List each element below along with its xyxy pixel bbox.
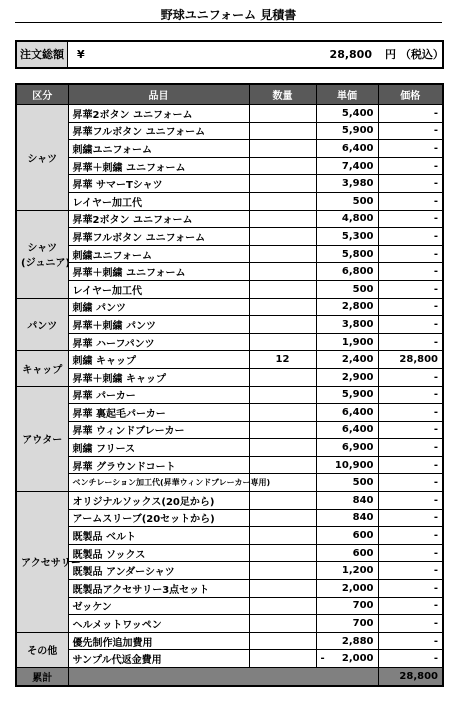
item-name: 既製品アクセサリー3点セット [68,580,249,598]
item-name: ゼッケン [68,597,249,615]
unit-price-cell: 600 [316,527,378,545]
price-cell: - [378,456,443,474]
unit-price-cell: 2,400 [316,351,378,369]
item-name: 既製品 アンダーシャツ [68,562,249,580]
unit-price-cell: 6,400 [316,421,378,439]
table-row [16,316,443,334]
table-row [16,474,443,492]
table-row [16,333,443,351]
quantity-cell[interactable] [249,456,316,474]
table-row [16,597,443,615]
grand-total-label: 累計 [16,668,68,686]
unit-price-cell: 700 [316,615,378,633]
unit-price-cell: 500 [316,474,378,492]
quantity-cell[interactable] [249,298,316,316]
price-cell: - [378,421,443,439]
category-cell [16,632,68,667]
table-row [16,439,443,457]
unit-price-cell: 6,800 [316,263,378,281]
price-cell: - [378,544,443,562]
unit-price-cell: 2,800 [316,298,378,316]
price-cell: - [378,175,443,193]
document-title: 野球ユニフォーム 見積書 [160,8,297,22]
quantity-cell[interactable] [249,404,316,422]
table-row [16,368,443,386]
table-row [16,210,443,228]
category-cell [16,105,68,211]
quantity-cell[interactable] [249,509,316,527]
unit-price-prefix: - [320,653,325,665]
price-cell: - [378,404,443,422]
category-label: シャツ [27,153,58,165]
price-cell: - [378,615,443,633]
unit-price-cell: 2,000 [316,580,378,598]
grand-total-row [16,668,443,686]
header-category: 区分 [16,84,68,105]
price-cell: - [378,245,443,263]
item-name: 刺繍 フリース [68,439,249,457]
item-name: 昇華フルボタン ユニフォーム [68,122,249,140]
quantity-cell[interactable] [249,527,316,545]
unit-price-cell: 5,900 [316,386,378,404]
table-row [16,105,443,123]
quantity-cell[interactable] [249,580,316,598]
category-cell [16,210,68,298]
price-cell: 28,800 [378,351,443,369]
item-name: 昇華 パーカー [68,386,249,404]
quantity-cell[interactable] [249,368,316,386]
table-row [16,228,443,246]
item-name: ベンチレーション加工代(昇華ウィンドブレーカー専用) [68,474,249,492]
category-label: アウター [22,435,63,447]
quantity-cell[interactable] [249,632,316,650]
table-row [16,157,443,175]
table-row [16,280,443,298]
unit-price-cell: 2,880 [316,632,378,650]
price-cell: - [378,597,443,615]
item-name: 昇華＋刺繍 キャップ [68,368,249,386]
item-name: 昇華＋刺繍 パンツ [68,316,249,334]
price-cell: - [378,632,443,650]
item-name: オリジナルソックス(20足から) [68,492,249,510]
quantity-cell[interactable] [249,157,316,175]
price-cell: - [378,368,443,386]
unit-price-cell: 5,800 [316,245,378,263]
quantity-cell[interactable] [249,386,316,404]
item-name: 昇華＋刺繍 ユニフォーム [68,157,249,175]
quantity-cell[interactable] [249,228,316,246]
header-unit-price: 単価 [316,84,378,105]
price-cell: - [378,157,443,175]
table-header-row [16,84,443,105]
header-qty: 数量 [249,84,316,105]
unit-price-cell: 840 [316,492,378,510]
quantity-cell[interactable] [249,263,316,281]
table-row [16,404,443,422]
unit-price-cell: 10,900 [316,456,378,474]
item-name: 昇華 ハーフパンツ [68,333,249,351]
unit-price-cell: 700 [316,597,378,615]
quantity-cell[interactable] [249,245,316,263]
unit-price-cell: 3,800 [316,316,378,334]
quantity-cell[interactable] [249,192,316,210]
item-name: 昇華フルボタン ユニフォーム [68,228,249,246]
price-cell: - [378,298,443,316]
item-name: 優先制作追加費用 [68,632,249,650]
category-label: アクセサリー [21,558,81,570]
unit-price-cell [316,650,378,668]
item-name: 昇華＋刺繍 ユニフォーム [68,263,249,281]
price-cell: - [378,122,443,140]
unit-price-cell: 500 [316,280,378,298]
unit-price-cell: 3,980 [316,175,378,193]
unit-price-cell: 6,400 [316,404,378,422]
estimate-table [15,83,444,687]
item-name: 既製品 ベルト [68,527,249,545]
item-name: レイヤー加工代 [68,192,249,210]
unit-price-cell: 5,900 [316,122,378,140]
table-row [16,192,443,210]
unit-price-cell: 2,900 [316,368,378,386]
price-cell: - [378,263,443,281]
category-label: パンツ [27,320,58,332]
quantity-cell[interactable] [249,210,316,228]
table-row [16,263,443,281]
header-item: 品目 [68,84,249,105]
header-price: 価格 [378,84,443,105]
unit-price-cell: 4,800 [316,210,378,228]
price-cell: - [378,439,443,457]
unit-price-cell: 5,300 [316,228,378,246]
table-row [16,562,443,580]
price-cell: - [378,509,443,527]
quantity-cell[interactable] [249,562,316,580]
unit-price-cell: 840 [316,509,378,527]
unit-price-value: 2,000 [341,653,374,665]
item-name: 刺繍ユニフォーム [68,245,249,263]
table-row [16,140,443,158]
item-name: ヘルメットワッペン [68,615,249,633]
order-total-label: 注文総額 [17,42,68,67]
price-cell: - [378,527,443,545]
price-cell: - [378,316,443,334]
table-row [16,122,443,140]
price-cell: - [378,562,443,580]
table-row [16,175,443,193]
table-row [16,580,443,598]
price-cell: - [378,650,443,668]
table-row [16,421,443,439]
category-cell [16,492,81,633]
item-name: 刺繍 パンツ [68,298,249,316]
grand-total-spacer [68,668,378,686]
unit-price-cell: 5,400 [316,105,378,123]
category-label: キャップ [22,364,63,376]
unit-price-cell: 1,900 [316,333,378,351]
unit-price-cell: 1,200 [316,562,378,580]
item-name: アームスリーブ(20セットから) [68,509,249,527]
quantity-cell[interactable] [249,439,316,457]
table-row [16,386,443,404]
price-cell: - [378,210,443,228]
quantity-cell[interactable]: 12 [249,351,316,369]
table-row [16,615,443,633]
table-row [16,544,443,562]
currency-symbol: ¥ [77,48,85,61]
order-total-unit: 円 （税込） [385,48,444,61]
item-name: 刺繍 キャップ [68,351,249,369]
quantity-cell[interactable] [249,544,316,562]
item-name: 刺繍ユニフォーム [68,140,249,158]
quantity-cell[interactable] [249,421,316,439]
order-total-box [15,40,444,69]
item-name: 昇華2ボタン ユニフォーム [68,105,249,123]
price-cell: - [378,492,443,510]
item-name: レイヤー加工代 [68,280,249,298]
price-cell: - [378,386,443,404]
category-label: (ジュニア) [21,258,70,270]
unit-price-cell: 7,400 [316,157,378,175]
category-label: シャツ [27,243,58,255]
item-name: 昇華 裏起毛パーカー [68,404,249,422]
item-name: 昇華 グラウンドコート [68,456,249,474]
table-row [16,245,443,263]
table-row [16,632,443,650]
quantity-cell[interactable] [249,140,316,158]
category-cell [16,386,68,492]
quantity-cell[interactable] [249,316,316,334]
table-row [16,527,443,545]
price-cell: - [378,140,443,158]
unit-price-cell: 6,900 [316,439,378,457]
table-row [16,650,443,668]
item-name: 昇華2ボタン ユニフォーム [68,210,249,228]
item-name: サンプル代返金費用 [68,650,249,668]
quantity-cell[interactable] [249,122,316,140]
table-row [16,509,443,527]
unit-price-cell: 500 [316,192,378,210]
unit-price-cell: 600 [316,544,378,562]
quantity-cell[interactable] [249,175,316,193]
quantity-cell[interactable] [249,280,316,298]
quantity-cell[interactable] [249,492,316,510]
quantity-cell[interactable] [249,105,316,123]
category-label: その他 [27,646,58,658]
category-cell [16,351,68,386]
table-row [16,456,443,474]
title-underline [15,22,442,23]
price-cell: - [378,333,443,351]
item-name: 昇華 サマーTシャツ [68,175,249,193]
quantity-cell[interactable] [249,615,316,633]
price-cell: - [378,192,443,210]
quantity-cell[interactable] [249,333,316,351]
table-row [16,298,443,316]
price-cell: - [378,474,443,492]
price-cell: - [378,280,443,298]
price-cell: - [378,105,443,123]
category-cell [16,298,68,351]
order-total-amount: 28,800 [329,48,372,61]
item-name: 既製品 ソックス [68,544,249,562]
price-cell: - [378,228,443,246]
table-body [16,105,443,686]
unit-price-cell: 6,400 [316,140,378,158]
table-row [16,492,443,510]
quantity-cell[interactable] [249,597,316,615]
item-name: 昇華 ウィンドブレーカー [68,421,249,439]
grand-total-value: 28,800 [378,668,443,686]
price-cell: - [378,580,443,598]
table-row [16,351,443,369]
quantity-cell[interactable] [249,650,316,668]
